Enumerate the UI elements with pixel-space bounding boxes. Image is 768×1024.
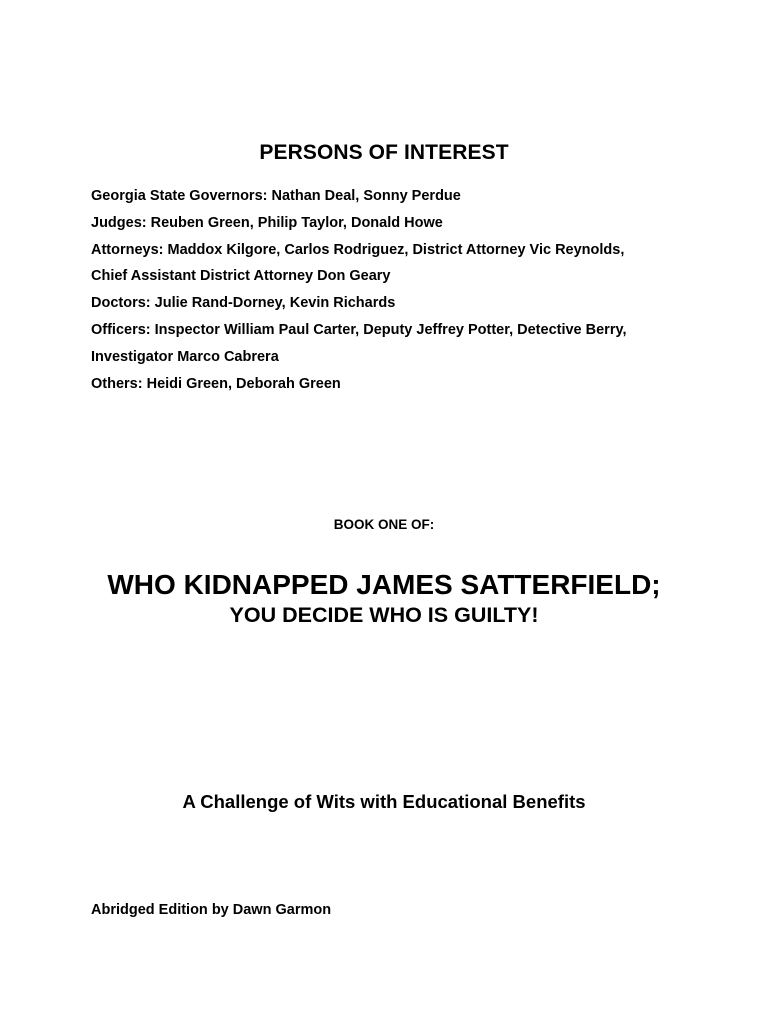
persons-of-interest-heading: PERSONS OF INTEREST [259,141,509,164]
persons-line-others: Others: Heidi Green, Deborah Green [91,375,341,392]
persons-of-interest-list [91,183,711,397]
persons-line-officers-continued: Investigator Marco Cabrera [91,348,279,365]
book-subtitle: YOU DECIDE WHO IS GUILTY! [229,603,539,627]
persons-line-judges: Judges: Reuben Green, Philip Taylor, Donald Howe [91,214,443,231]
edition-credit: Abridged Edition by Dawn Garmon [91,902,332,918]
persons-line-officers: Officers: Inspector William Paul Carter, Deputy Jeffrey Potter, Detective Berry, [91,321,627,338]
persons-line-attorneys-continued: Chief Assistant District Attorney Don Geary [91,268,391,285]
book-title: WHO KIDNAPPED JAMES SATTERFIELD; [107,569,661,600]
persons-line-attorneys: Attorneys: Maddox Kilgore, Carlos Rodriguez, District Attorney Vic Reynolds, [91,241,625,258]
book-tagline: A Challenge of Wits with Educational Benefits [182,791,586,812]
persons-line-governors: Georgia State Governors: Nathan Deal, Sonny Perdue [91,188,461,204]
persons-line-doctors: Doctors: Julie Rand-Dorney, Kevin Richards [91,295,396,312]
book-series-label: BOOK ONE OF: [333,517,435,532]
